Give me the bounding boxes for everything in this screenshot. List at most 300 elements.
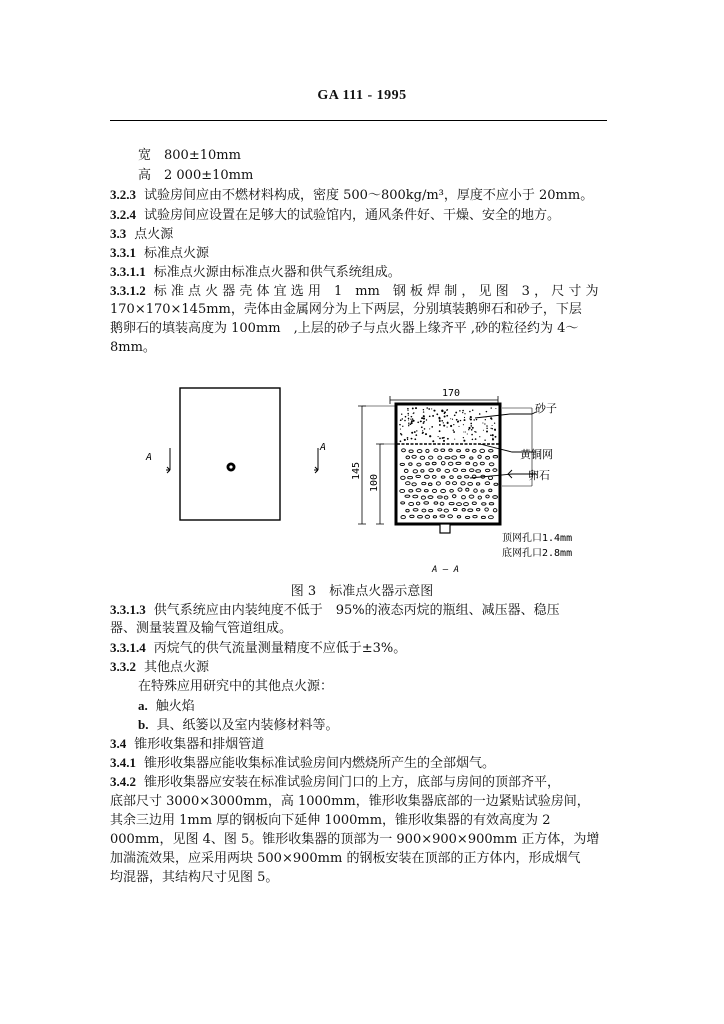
pebble xyxy=(413,495,418,498)
pebble xyxy=(434,449,438,452)
sand-grain xyxy=(428,408,430,410)
sand-grain xyxy=(411,432,413,434)
sand-grain xyxy=(452,419,453,420)
pebble xyxy=(449,449,452,451)
clause-number: 3.3.1.4 xyxy=(110,640,146,655)
sand-grain xyxy=(462,410,464,412)
clause-3-3-1-3 xyxy=(110,600,610,620)
clause-number: 3.4 xyxy=(110,736,127,751)
pebble xyxy=(453,508,457,510)
sand-grain xyxy=(429,428,430,429)
sand-grain xyxy=(404,420,406,422)
sand-grain xyxy=(407,439,408,440)
sand-grain xyxy=(414,431,416,433)
sand-grain xyxy=(460,420,461,421)
section-arrow-left xyxy=(166,448,170,470)
pebble xyxy=(446,482,450,485)
pebble xyxy=(405,495,410,497)
clause-text: 试验房间应设置在足够大的试验馆内，通风条件好、干燥、安全的地方。 xyxy=(144,208,561,223)
pebble xyxy=(469,495,474,498)
pebble-layer xyxy=(400,449,498,519)
pebble xyxy=(445,469,450,472)
pebble xyxy=(401,516,405,519)
gas-inlet-pipe xyxy=(440,524,450,533)
pebble xyxy=(440,515,445,517)
sand-grain xyxy=(486,430,488,432)
sand-grain xyxy=(416,430,417,431)
pebble xyxy=(450,489,454,492)
sand-grain xyxy=(484,439,485,440)
clause-3-3-1-2 xyxy=(110,281,610,301)
plan-view-square xyxy=(180,388,280,520)
pebble xyxy=(478,455,481,458)
sand-grain xyxy=(468,429,469,430)
sand-grain xyxy=(441,410,443,412)
pebble xyxy=(400,489,405,492)
sand-layer xyxy=(398,406,498,444)
sand-grain xyxy=(424,428,426,430)
pebble xyxy=(417,463,421,466)
sand-grain xyxy=(412,407,414,409)
pebble xyxy=(456,462,461,464)
pebble xyxy=(480,449,485,452)
pebble xyxy=(412,455,416,458)
pebble xyxy=(493,509,497,512)
pebble xyxy=(466,462,470,464)
sand-grain xyxy=(453,431,455,433)
sand-grain xyxy=(486,425,488,427)
pebble xyxy=(485,508,489,511)
sand-grain xyxy=(443,422,444,423)
other-ignition-intro: 在特殊应用研究中的其他点火源： xyxy=(138,679,334,694)
sand-grain xyxy=(482,422,483,423)
sand-grain xyxy=(432,415,434,417)
sand-grain xyxy=(470,416,472,418)
sand-grain xyxy=(439,418,441,420)
clause-3-4-2-cont1: 底部尺寸 3000×3000mm，高 1000mm，锥形收集器底部的一边紧贴试验房间， xyxy=(110,794,590,809)
sand-grain xyxy=(458,421,459,422)
sand-grain xyxy=(402,426,403,427)
pebble xyxy=(476,470,481,473)
pebble xyxy=(438,509,442,511)
sand-grain xyxy=(495,430,496,431)
pebble xyxy=(424,502,429,505)
sand-grain xyxy=(479,436,480,437)
sand-grain xyxy=(463,440,465,442)
sand-grain xyxy=(405,416,407,418)
pebble xyxy=(422,509,426,512)
pebble xyxy=(428,483,432,486)
sand-grain xyxy=(407,410,408,411)
pebble xyxy=(489,463,494,466)
list-item-b xyxy=(138,715,638,735)
sand-grain xyxy=(468,427,470,429)
pebble xyxy=(489,450,493,452)
label-brass-mesh: 黄铜网 xyxy=(520,448,553,461)
clause-3-3-1-2-cont3: 8mm。 xyxy=(110,340,156,355)
pebble xyxy=(433,516,436,518)
sand-grain xyxy=(423,409,424,410)
pebble xyxy=(410,515,414,517)
clause-number: 3.3.1.2 xyxy=(110,283,146,298)
sand-grain xyxy=(431,426,433,428)
clause-number: 3.4.1 xyxy=(110,755,136,770)
pebble xyxy=(473,463,477,466)
pebble xyxy=(412,483,416,486)
sand-grain xyxy=(443,440,445,442)
clause-number: 3.4.2 xyxy=(110,774,136,789)
sand-grain xyxy=(438,436,439,437)
pebble xyxy=(444,496,448,499)
sand-grain xyxy=(495,408,496,409)
sand-grain xyxy=(447,427,448,428)
sand-grain xyxy=(404,439,406,441)
pebble xyxy=(441,449,445,452)
sand-grain xyxy=(408,418,410,420)
pebble xyxy=(493,456,498,458)
section-3-3 xyxy=(110,224,610,244)
sand-grain xyxy=(450,425,452,427)
sand-grain xyxy=(411,416,413,418)
sand-grain xyxy=(458,426,459,427)
sand-grain xyxy=(407,413,409,415)
pebble xyxy=(421,470,424,473)
sand-grain xyxy=(407,437,409,439)
clause-text: 锥形收集器应能收集标准试验房间内燃烧所产生的全部烟气。 xyxy=(144,756,496,771)
pebble xyxy=(461,482,465,485)
pebble xyxy=(482,503,486,505)
sand-grain xyxy=(415,434,417,436)
sand-grain xyxy=(490,435,492,437)
sand-grain xyxy=(491,407,492,408)
sand-grain xyxy=(400,419,402,421)
sand-grain xyxy=(484,423,485,424)
clause-number: 3.3.1.3 xyxy=(110,602,146,617)
sand-grain xyxy=(439,438,441,440)
pebble xyxy=(462,496,466,499)
sand-grain xyxy=(432,440,434,442)
pebble xyxy=(432,489,436,492)
sand-grain xyxy=(470,418,472,420)
sand-grain xyxy=(495,436,497,438)
sand-grain xyxy=(459,410,460,411)
sand-grain xyxy=(447,422,449,424)
document-code-header: GA 111 - 1995 xyxy=(317,88,407,103)
pebble xyxy=(458,488,462,491)
clause-text: 锥形收集器和排烟管道 xyxy=(134,737,265,752)
sand-grain xyxy=(472,410,473,411)
pebble xyxy=(462,509,465,512)
pebble xyxy=(485,482,490,485)
width-spec: 宽 800±10mm xyxy=(138,148,241,163)
pebble xyxy=(422,482,426,484)
clause-3-2-4 xyxy=(110,205,610,225)
figure-3-diagram xyxy=(140,378,590,578)
sand-grain xyxy=(441,420,443,422)
pebble xyxy=(440,502,444,505)
clause-3-2-3 xyxy=(110,185,610,205)
section-mark-left: A xyxy=(146,452,153,463)
sand-grain xyxy=(469,418,470,419)
pebble xyxy=(429,509,433,511)
sand-grain xyxy=(471,429,473,431)
sand-grain xyxy=(486,428,487,429)
list-bullet: b. xyxy=(138,717,149,732)
pebble xyxy=(480,462,484,465)
sand-grain xyxy=(408,424,409,425)
sand-grain xyxy=(467,433,468,434)
pebble xyxy=(409,490,413,492)
sand-grain xyxy=(475,438,477,440)
list-text: 具、纸篓以及室内装修材料等。 xyxy=(156,718,339,733)
pebble xyxy=(457,450,461,452)
sand-grain xyxy=(414,438,416,440)
sand-grain xyxy=(446,409,447,410)
sand-grain xyxy=(463,437,464,438)
pebble xyxy=(444,509,448,512)
pebble xyxy=(441,476,445,478)
sand-grain xyxy=(492,434,494,436)
pebble xyxy=(416,489,421,492)
sand-grain xyxy=(407,408,409,410)
sand-grain xyxy=(444,437,445,438)
pebble xyxy=(485,469,489,472)
sand-grain xyxy=(439,420,441,422)
pebble xyxy=(481,516,485,518)
pebble xyxy=(465,476,469,478)
pebble xyxy=(486,495,489,498)
pebble xyxy=(494,483,498,485)
clause-text: 标 准 点 火 器 壳 体 宜 选 用 1 mm 钢 板 焊 制 ， 见 图 3 ， 尺 寸 为 xyxy=(153,284,599,299)
list-text: 触火焰 xyxy=(155,699,195,714)
clause-number: 3.3.2 xyxy=(110,659,136,674)
clause-3-3-1-1 xyxy=(110,262,610,282)
clause-number: 3.3.1 xyxy=(110,245,136,260)
sand-grain xyxy=(469,411,471,413)
section-mark-right: A xyxy=(320,442,327,453)
pebble xyxy=(409,450,413,453)
pebble xyxy=(417,450,422,453)
pebble xyxy=(434,502,438,504)
figure-3-caption: 图 3 标准点火器示意图 xyxy=(290,584,434,599)
sand-grain xyxy=(429,435,431,437)
pebble xyxy=(406,509,409,512)
pebble xyxy=(420,456,424,459)
pebble xyxy=(457,503,462,506)
pebble xyxy=(441,489,446,492)
pebble xyxy=(418,515,423,518)
sand-grain xyxy=(453,424,454,425)
sand-grain xyxy=(400,429,401,430)
sand-grain xyxy=(411,438,413,440)
clause-3-4-2-cont5: 均混器，其结构尺寸见图 5。 xyxy=(110,870,279,885)
sand-grain xyxy=(421,426,423,428)
pebble xyxy=(424,490,428,492)
pebble xyxy=(445,457,450,459)
sand-grain xyxy=(462,412,463,413)
pebble xyxy=(402,449,406,452)
pebble xyxy=(428,496,433,499)
sand-grain xyxy=(415,407,417,409)
clause-3-4-2-cont4: 加湍流效果，应采用两块 500×900mm 的钢板安装在顶部的正方体内，形成烟气 xyxy=(110,851,581,866)
sand-grain xyxy=(410,419,411,420)
pebble xyxy=(400,463,404,465)
pebble xyxy=(426,463,430,465)
sand-grain xyxy=(464,413,465,414)
pebble xyxy=(432,462,436,465)
sand-grain xyxy=(423,411,424,412)
pebble xyxy=(409,463,412,466)
sand-grain xyxy=(450,418,451,419)
pebble xyxy=(416,502,419,505)
sand-grain xyxy=(408,422,409,423)
sand-grain xyxy=(453,429,454,430)
sand-grain xyxy=(454,439,455,440)
pebble xyxy=(473,515,477,517)
pebble xyxy=(468,509,473,512)
label-sand: 砂子 xyxy=(535,402,557,415)
pebble xyxy=(429,469,434,472)
clause-3-3-2 xyxy=(110,657,610,677)
pebble xyxy=(437,469,440,472)
sand-grain xyxy=(483,430,484,431)
sand-grain xyxy=(473,419,474,420)
pebble xyxy=(404,469,408,472)
pebble xyxy=(408,476,413,478)
pebble xyxy=(493,469,497,472)
clause-3-4-2 xyxy=(110,772,610,792)
pebble xyxy=(438,496,443,498)
note-bottom-mesh-hole: 底网孔口2.8mm xyxy=(502,548,573,559)
sand-grain xyxy=(444,416,446,418)
clause-3-4-2-cont3: 000mm，见图 4、图 5。锥形收集器的顶部为一 900×900×900mm 正方体，为增 xyxy=(110,832,600,847)
clause-number: 3.3.1.1 xyxy=(110,264,146,279)
sand-grain xyxy=(402,418,403,419)
pebble xyxy=(476,508,479,510)
sand-grain xyxy=(423,422,425,424)
pebble xyxy=(438,456,442,459)
pebble xyxy=(472,502,476,505)
sand-grain xyxy=(429,415,431,417)
sand-grain xyxy=(470,423,472,425)
sand-grain xyxy=(401,434,403,436)
sand-grain xyxy=(417,421,419,423)
sand-grain xyxy=(479,413,480,414)
pebble xyxy=(469,469,473,472)
list-bullet: a. xyxy=(138,698,148,713)
pebble xyxy=(401,502,405,504)
pebble xyxy=(474,489,478,492)
clause-text: 丙烷气的供气流量测量精度不应低于±3%。 xyxy=(153,641,407,656)
sand-grain xyxy=(494,423,495,424)
pebble xyxy=(489,489,492,492)
clause-3-3-1 xyxy=(110,243,610,263)
sand-grain xyxy=(421,421,422,422)
pebble xyxy=(426,449,429,452)
sand-grain xyxy=(442,437,444,439)
clause-3-3-1-3-cont: 器、测量装置及输气管道组成。 xyxy=(110,621,293,636)
clause-text: 标准点火源 xyxy=(144,246,210,261)
label-pebble: 卵石 xyxy=(528,469,550,482)
sand-grain xyxy=(463,424,464,425)
sand-grain xyxy=(490,417,492,419)
sand-grain xyxy=(492,428,493,429)
sand-grain xyxy=(423,415,425,417)
sand-grain xyxy=(408,419,409,420)
sand-grain xyxy=(436,413,438,415)
pebble xyxy=(489,503,494,505)
pebble xyxy=(468,482,473,485)
sand-grain xyxy=(439,430,441,432)
clause-number: 3.2.4 xyxy=(110,207,136,222)
sand-grain xyxy=(431,408,432,409)
pebble xyxy=(466,449,469,451)
sand-grain xyxy=(447,438,449,440)
sand-grain xyxy=(446,415,448,417)
sand-grain xyxy=(456,419,458,421)
clause-3-3-1-4 xyxy=(110,638,610,658)
list-item-a xyxy=(138,696,638,716)
sand-grain xyxy=(422,430,423,431)
sand-grain xyxy=(472,427,474,429)
height-spec: 高 2 000±10mm xyxy=(138,168,254,183)
pebble xyxy=(452,495,456,498)
pebble xyxy=(481,490,484,492)
sand-grain xyxy=(413,412,414,413)
sand-grain xyxy=(423,421,425,423)
pebble xyxy=(466,488,469,491)
sand-grain xyxy=(400,440,402,442)
sand-grain xyxy=(492,438,493,439)
sand-grain xyxy=(413,420,415,422)
pebble xyxy=(472,449,476,452)
sand-grain xyxy=(492,425,493,426)
sand-grain xyxy=(476,419,477,420)
sand-grain xyxy=(474,431,475,432)
sand-grain xyxy=(464,417,465,418)
dim-height-total-label: 145 xyxy=(351,461,362,480)
pebble xyxy=(478,496,481,499)
pebble xyxy=(406,482,410,485)
pebble xyxy=(409,502,414,505)
pebble xyxy=(413,470,417,473)
pebble xyxy=(441,462,445,465)
sand-grain xyxy=(454,414,456,416)
sand-grain xyxy=(472,439,474,441)
sand-grain xyxy=(455,412,457,414)
section-3-4 xyxy=(110,734,610,754)
pebble xyxy=(425,515,429,518)
sand-grain xyxy=(401,414,402,415)
sand-grain xyxy=(439,424,441,426)
sand-grain xyxy=(485,419,486,420)
sand-grain xyxy=(433,410,435,412)
clause-number: 3.2.3 xyxy=(110,187,136,202)
pebble xyxy=(460,455,465,458)
sand-grain xyxy=(408,415,409,416)
sand-grain xyxy=(399,424,401,426)
sand-grain xyxy=(470,425,472,427)
pebble xyxy=(448,515,453,518)
pebble xyxy=(406,456,410,459)
pebble xyxy=(424,475,429,478)
clause-text: 点火源 xyxy=(134,227,174,242)
sand-grain xyxy=(425,433,427,435)
pebble xyxy=(493,496,498,499)
clause-text: 锥形收集器应安装在标准试验房间门口的上方，底部与房间的顶部齐平， xyxy=(144,775,561,790)
sand-grain xyxy=(444,413,446,415)
clause-3-3-1-2-cont2: 鹅卵石的填装高度为 100mm ,上层的砂子与点火器上缘齐平 ,砂的粒径约为 4～ xyxy=(110,321,579,336)
